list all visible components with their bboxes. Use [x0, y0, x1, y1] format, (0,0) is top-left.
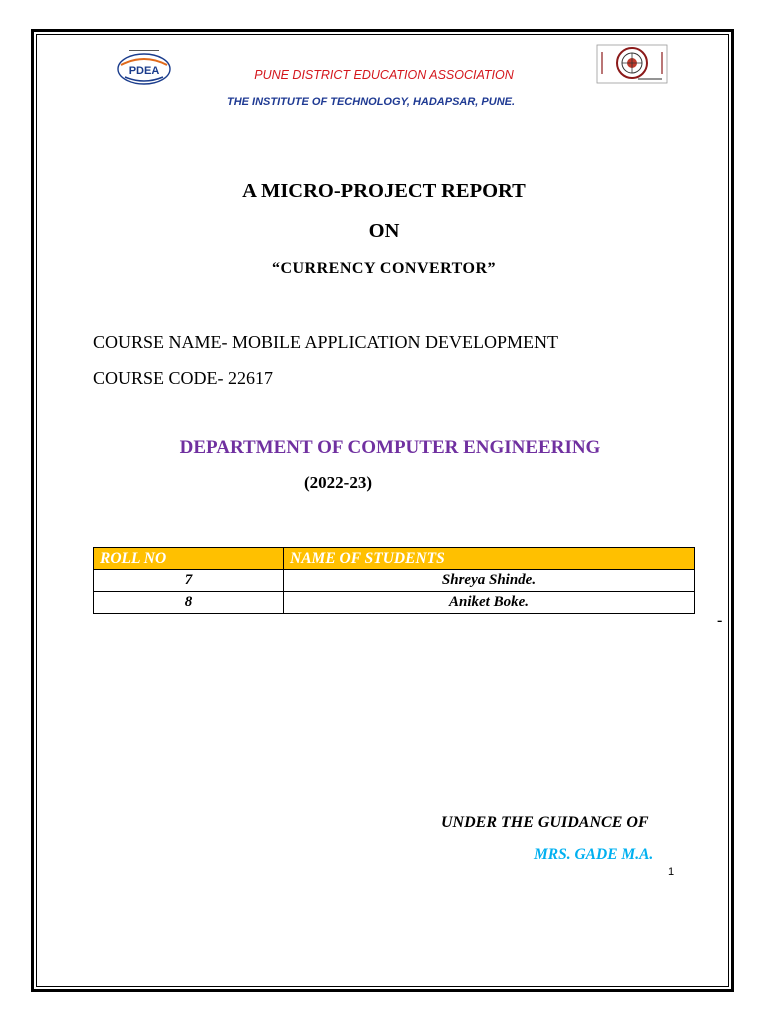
- report-title: A MICRO-PROJECT REPORT: [242, 180, 526, 202]
- academic-year: (2022-23): [304, 473, 372, 492]
- header-roll-no: ROLL NO: [94, 548, 284, 570]
- student-name: Aniket Boke.: [284, 592, 695, 614]
- table-header-row: [94, 548, 695, 570]
- page-border-inner: [36, 34, 729, 987]
- association-name: PUNE DISTRICT EDUCATION ASSOCIATION: [254, 68, 514, 82]
- department-name: DEPARTMENT OF COMPUTER ENGINEERING: [179, 437, 601, 458]
- course-code: COURSE CODE- 22617: [93, 368, 274, 388]
- pdea-logo-text: PDEA: [128, 65, 160, 77]
- table-row: [94, 592, 695, 614]
- roll-number: 8: [94, 592, 284, 614]
- report-on: ON: [368, 220, 400, 242]
- course-name: COURSE NAME- MOBILE APPLICATION DEVELOPMENT: [93, 332, 559, 352]
- students-table: [93, 547, 695, 614]
- guide-name: MRS. GADE M.A.: [534, 846, 654, 863]
- page-number: 1: [668, 866, 675, 878]
- header-student-name: NAME OF STUDENTS: [284, 548, 695, 570]
- project-topic: “CURRENCY CONVERTOR”: [271, 260, 497, 277]
- table-row: [94, 570, 695, 592]
- institute-name: THE INSTITUTE OF TECHNOLOGY, HADAPSAR, PUNE.: [226, 96, 516, 108]
- roll-number: 7: [94, 570, 284, 592]
- stray-mark: -: [717, 612, 723, 629]
- student-name: Shreya Shinde.: [284, 570, 695, 592]
- guidance-label: UNDER THE GUIDANCE OF: [441, 814, 649, 831]
